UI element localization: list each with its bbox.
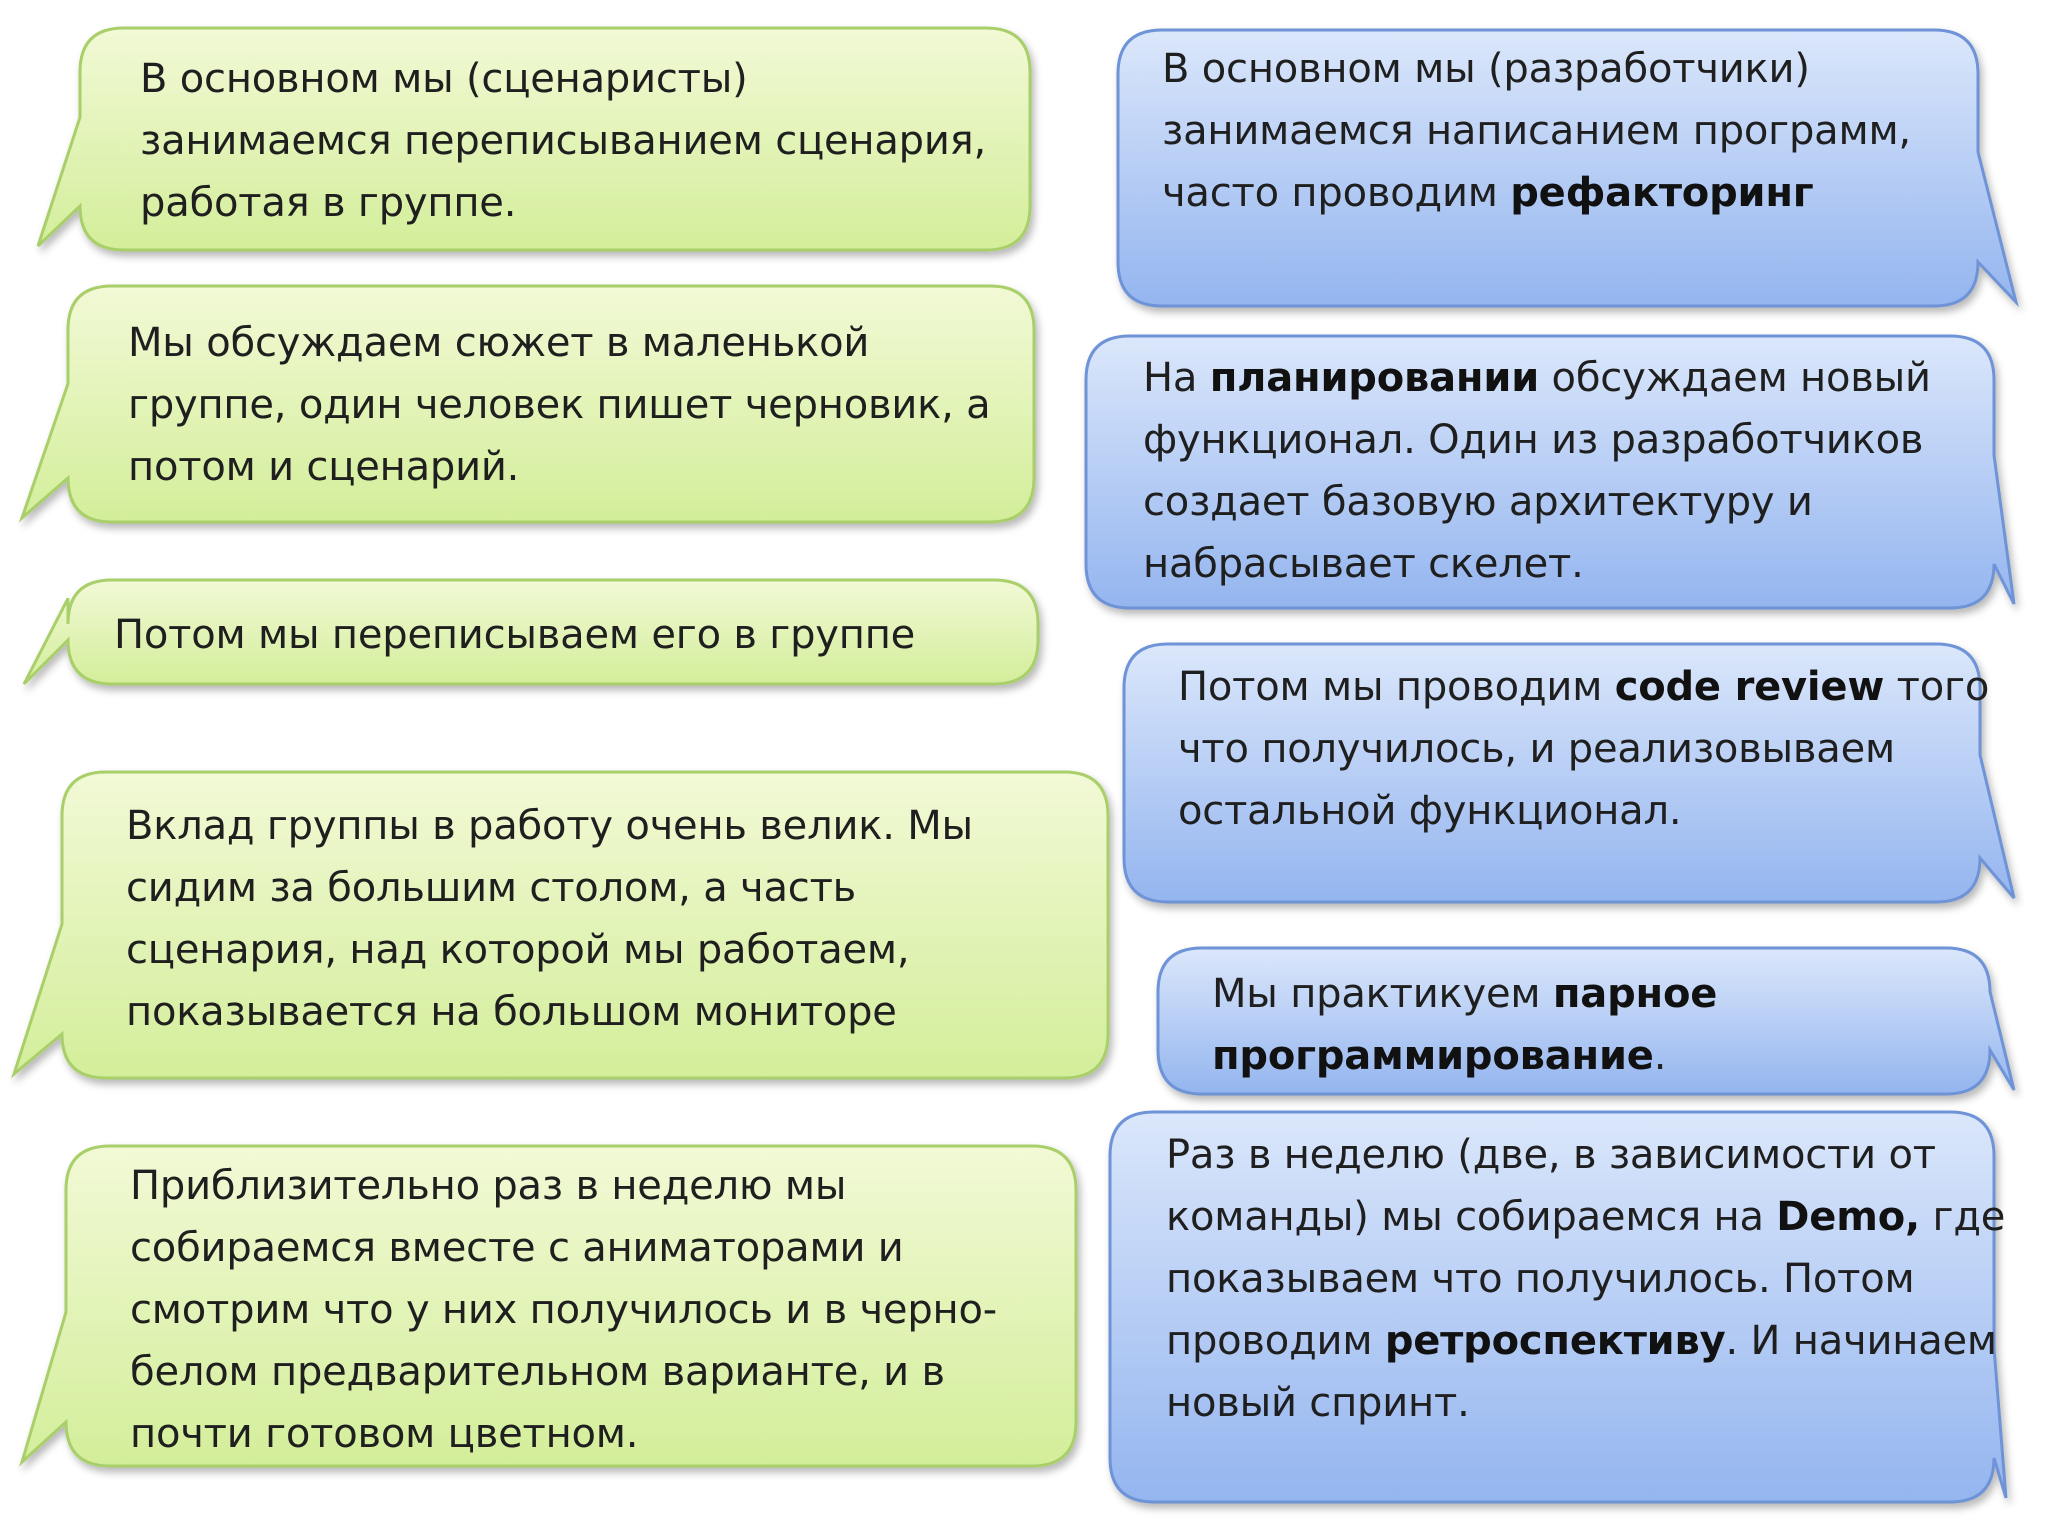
right-bubble-5-text <box>1166 1124 2006 1434</box>
right-bubble-1-plain: В основном мы (разработчики) занимаемся написанием программ, часто проводим <box>1162 46 1911 216</box>
right-bubble-5-plain-a: Раз в неделю (две, в зависимости от команды) мы собираемся на <box>1166 1132 1936 1240</box>
right-bubble-4-plain-b: . <box>1653 1033 1667 1079</box>
right-bubble-5-bold-1: Demo, <box>1776 1194 1920 1240</box>
left-bubble-3-text: Потом мы переписываем его в группе <box>114 612 916 658</box>
right-bubble-3-text <box>1178 656 1998 842</box>
right-bubble-4-bold: парное программирование <box>1212 971 1718 1079</box>
right-bubble-1-text <box>1162 38 1982 224</box>
right-bubble-1-bold: рефакторинг <box>1510 170 1814 216</box>
right-bubble-2-plain-b: обсуждаем новый функционал. Один из разработчиков создает базовую архитектуру и набрасывает скелет. <box>1143 355 1931 587</box>
right-bubble-5-bold-2: ретроспективу <box>1384 1318 1726 1364</box>
left-bubble-2-text: Мы обсуждаем сюжет в маленькой группе, один человек пишет черновик, а потом и сценарий. <box>128 320 991 490</box>
right-bubble-2-text <box>1143 347 2023 595</box>
right-bubble-4-text <box>1212 963 1772 1087</box>
right-bubble-5-plain-b: где показываем что получилось. Потом проводим <box>1166 1194 2006 1364</box>
right-bubble-4-plain-a: Мы практикуем <box>1212 971 1553 1017</box>
right-bubble-3-plain-b: того что получилось, и реализовываем остальной функционал. <box>1178 664 1990 834</box>
right-bubble-3-plain-a: Потом мы проводим <box>1178 664 1615 710</box>
left-bubble-4-text: Вклад группы в работу очень велик. Мы сидим за большим столом, а часть сценария, над которой мы работаем, показывается на большом мониторе <box>126 803 973 1035</box>
right-bubble-2-plain-a: На <box>1143 355 1210 401</box>
right-bubble-2-bold: планировании <box>1209 355 1540 401</box>
right-bubble-5-plain-c: . И начинаем новый спринт. <box>1166 1318 1997 1426</box>
right-bubble-3-bold: code review <box>1614 664 1885 710</box>
left-bubble-5-text: Приблизительно раз в неделю мы собираемся вместе с аниматорами и смотрим что у них получилось и в черно-белом предварительном варианте, и в почти готовом цветном. <box>130 1163 997 1457</box>
left-bubble-1-text: В основном мы (сценаристы) занимаемся переписыванием сценария, работая в группе. <box>140 56 987 226</box>
